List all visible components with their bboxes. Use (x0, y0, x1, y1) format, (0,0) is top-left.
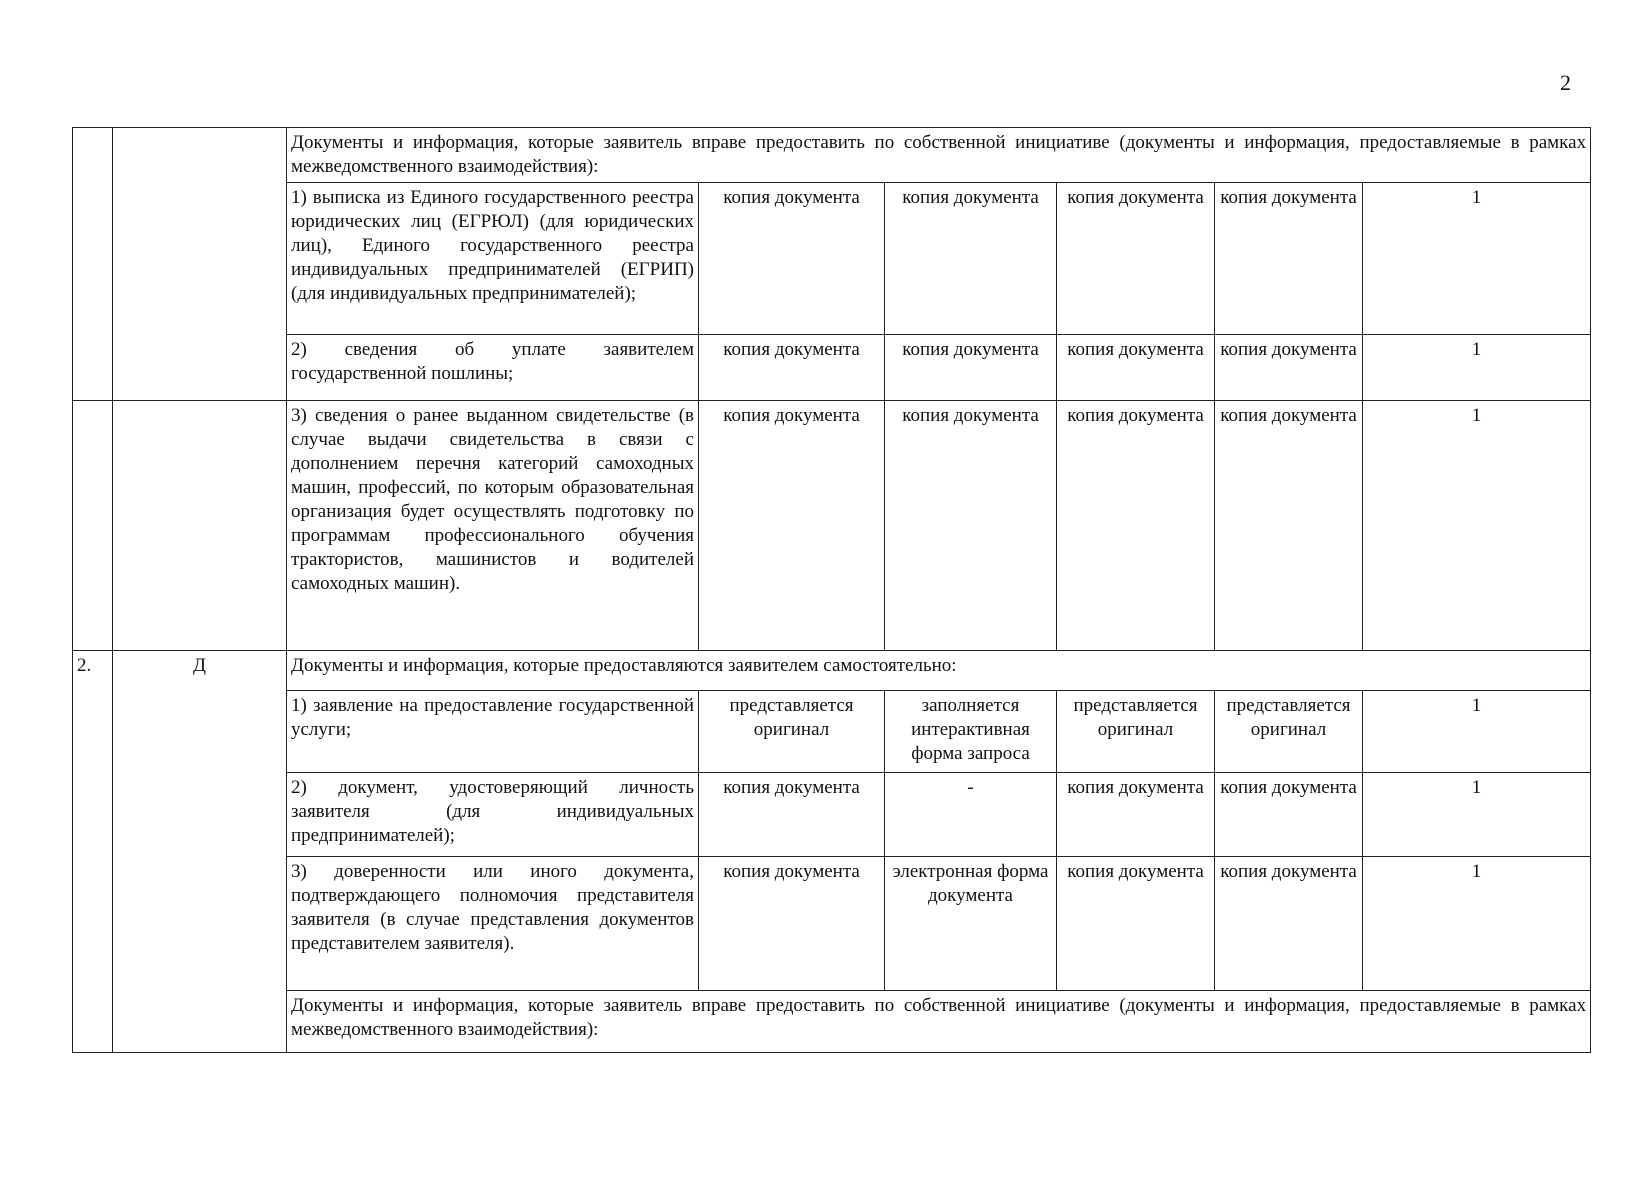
cell-col1: копия документа (699, 773, 885, 857)
document-name-cell: 2) сведения об уплате заявителем государственной пошлины; (287, 335, 699, 401)
cell-col1: копия документа (699, 401, 885, 651)
letter-cell (113, 401, 287, 651)
document-name-cell: 1) выписка из Единого государственного реестра юридических лиц (ЕГРЮЛ) (для юридических лиц), Единого государственного реестра индивидуальных предпринимателей (ЕГРИП) (для индивидуальных предпринимателей); (287, 183, 699, 335)
requirements-table (72, 127, 1591, 1053)
cell-col2: копия документа (885, 183, 1057, 335)
table-row (73, 773, 1591, 857)
table-row (73, 128, 1591, 183)
cell-col1: копия документа (699, 183, 885, 335)
quantity-cell: 1 (1363, 691, 1591, 773)
cell-col4: копия документа (1215, 183, 1363, 335)
cell-col4: копия документа (1215, 401, 1363, 651)
quantity-cell: 1 (1363, 401, 1591, 651)
cell-col2: копия документа (885, 335, 1057, 401)
table-row (73, 335, 1591, 401)
table-row (73, 401, 1591, 651)
table-row (73, 857, 1591, 991)
cell-col2: заполняется интерактивная форма запроса (885, 691, 1057, 773)
quantity-cell: 1 (1363, 183, 1591, 335)
cell-col3: копия документа (1057, 183, 1215, 335)
document-name-cell: 1) заявление на предоставление государственной услуги; (287, 691, 699, 773)
quantity-cell: 1 (1363, 857, 1591, 991)
row-number: 2. (73, 651, 113, 1053)
row-letter: Д (113, 651, 287, 1053)
cell-col2: копия документа (885, 401, 1057, 651)
table-row (73, 691, 1591, 773)
document-name-cell: 2) документ, удостоверяющий личность заявителя (для индивидуальных предпринимателей); (287, 773, 699, 857)
cell-col3: копия документа (1057, 773, 1215, 857)
cell-col4: копия документа (1215, 773, 1363, 857)
cell-col3: копия документа (1057, 401, 1215, 651)
cell-col2: электронная форма документа (885, 857, 1057, 991)
cell-col1: представляется оригинал (699, 691, 885, 773)
cell-col2: - (885, 773, 1057, 857)
letter-cell (113, 128, 287, 401)
quantity-cell: 1 (1363, 773, 1591, 857)
section-heading: Документы и информация, которые заявитель вправе предоставить по собственной инициативе (документы и информация, предоставляемые в рамках межведомственного взаимодействия): (287, 128, 1591, 183)
cell-col1: копия документа (699, 335, 885, 401)
cell-col3: представляется оригинал (1057, 691, 1215, 773)
document-name-cell: 3) сведения о ранее выданном свидетельстве (в случае выдачи свидетельства в связи с дополнением перечня категорий самоходных машин, профессий, по которым образовательная организация будет осуществлять подготовку по программам профессионального обучения трактористов, машинистов и водителей самоходных машин). (287, 401, 699, 651)
cell-col4: копия документа (1215, 335, 1363, 401)
cell-col3: копия документа (1057, 857, 1215, 991)
num-cell (73, 401, 113, 651)
table-row (73, 183, 1591, 335)
section-heading: Документы и информация, которые предоставляются заявителем самостоятельно: (287, 651, 1591, 691)
cell-col4: представляется оригинал (1215, 691, 1363, 773)
cell-col1: копия документа (699, 857, 885, 991)
table-row (73, 991, 1591, 1053)
cell-col3: копия документа (1057, 335, 1215, 401)
document-name-cell: 3) доверенности или иного документа, подтверждающего полномочия представителя заявителя (в случае представления документов представителем заявителя). (287, 857, 699, 991)
section-heading: Документы и информация, которые заявитель вправе предоставить по собственной инициативе (документы и информация, предоставляемые в рамках межведомственного взаимодействия): (287, 991, 1591, 1053)
cell-col4: копия документа (1215, 857, 1363, 991)
table-row (73, 651, 1591, 691)
num-cell (73, 128, 113, 401)
quantity-cell: 1 (1363, 335, 1591, 401)
page-number: 2 (1560, 70, 1571, 95)
